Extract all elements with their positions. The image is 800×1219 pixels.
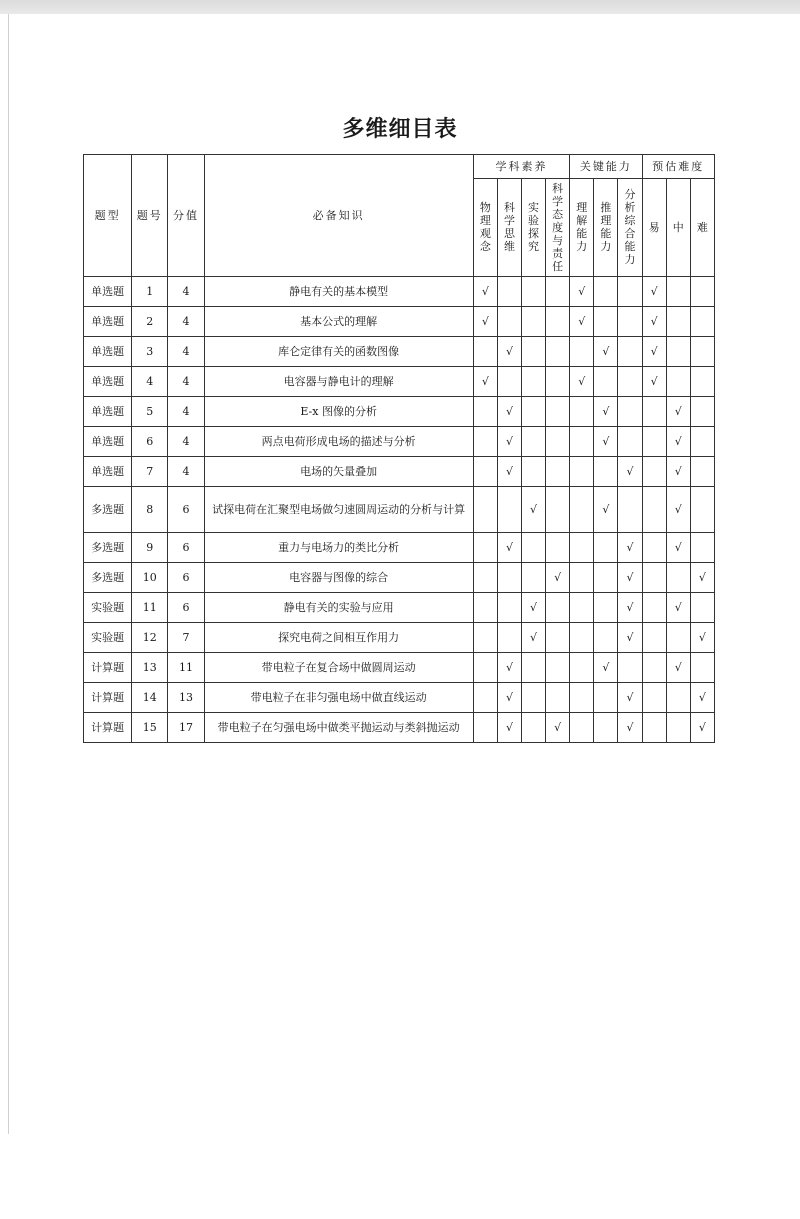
- check-cell: [497, 593, 521, 623]
- check-cell: [642, 457, 666, 487]
- question-number-cell: 14: [132, 683, 168, 713]
- check-cell: [546, 683, 570, 713]
- check-cell: √: [690, 683, 714, 713]
- header-literacy-3: 科学态度与责任: [546, 179, 570, 277]
- check-cell: [570, 563, 594, 593]
- check-cell: √: [497, 457, 521, 487]
- question-type-cell: 单选题: [84, 307, 132, 337]
- check-cell: √: [546, 713, 570, 743]
- question-number-cell: 11: [132, 593, 168, 623]
- header-literacy-0: 物理观念: [473, 179, 497, 277]
- table-row: [84, 713, 715, 743]
- check-cell: [618, 307, 642, 337]
- check-cell: [546, 653, 570, 683]
- header-group-ability: 关键能力: [570, 155, 642, 179]
- check-cell: [618, 487, 642, 533]
- check-cell: [690, 367, 714, 397]
- check-cell: [522, 457, 546, 487]
- question-type-cell: 实验题: [84, 593, 132, 623]
- knowledge-cell: 基本公式的理解: [204, 307, 473, 337]
- check-cell: √: [473, 367, 497, 397]
- header-group-literacy: 学科素养: [473, 155, 569, 179]
- score-cell: 11: [168, 653, 204, 683]
- check-cell: √: [666, 653, 690, 683]
- check-cell: [642, 683, 666, 713]
- check-cell: √: [594, 653, 618, 683]
- check-cell: [642, 653, 666, 683]
- check-cell: [642, 623, 666, 653]
- score-cell: 7: [168, 623, 204, 653]
- check-cell: [690, 533, 714, 563]
- score-cell: 13: [168, 683, 204, 713]
- check-cell: [594, 307, 618, 337]
- check-cell: [690, 337, 714, 367]
- check-cell: [570, 713, 594, 743]
- question-type-cell: 多选题: [84, 487, 132, 533]
- check-cell: √: [666, 487, 690, 533]
- check-cell: [642, 427, 666, 457]
- check-cell: [473, 337, 497, 367]
- check-cell: [546, 623, 570, 653]
- table-row: [84, 623, 715, 653]
- question-type-cell: 计算题: [84, 683, 132, 713]
- check-cell: [522, 397, 546, 427]
- check-cell: [570, 397, 594, 427]
- question-number-cell: 6: [132, 427, 168, 457]
- check-cell: [570, 487, 594, 533]
- check-cell: [666, 337, 690, 367]
- score-cell: 4: [168, 457, 204, 487]
- question-number-cell: 7: [132, 457, 168, 487]
- check-cell: [594, 683, 618, 713]
- question-number-cell: 8: [132, 487, 168, 533]
- check-cell: [570, 337, 594, 367]
- check-cell: [618, 277, 642, 307]
- check-cell: [642, 593, 666, 623]
- table-row: [84, 563, 715, 593]
- check-cell: [546, 427, 570, 457]
- table-row: [84, 593, 715, 623]
- question-type-cell: 单选题: [84, 337, 132, 367]
- check-cell: √: [473, 277, 497, 307]
- question-number-cell: 3: [132, 337, 168, 367]
- check-cell: √: [497, 337, 521, 367]
- score-cell: 4: [168, 277, 204, 307]
- table-row: [84, 307, 715, 337]
- header-type: 题型: [84, 155, 132, 277]
- table-row: [84, 653, 715, 683]
- table-row: [84, 683, 715, 713]
- check-cell: [594, 533, 618, 563]
- check-cell: √: [618, 713, 642, 743]
- check-cell: [473, 397, 497, 427]
- check-cell: [690, 653, 714, 683]
- check-cell: [522, 307, 546, 337]
- check-cell: [546, 593, 570, 623]
- check-cell: [594, 367, 618, 397]
- question-type-cell: 单选题: [84, 277, 132, 307]
- knowledge-cell: 电容器与静电计的理解: [204, 367, 473, 397]
- check-cell: [570, 533, 594, 563]
- knowledge-cell: 电场的矢量叠加: [204, 457, 473, 487]
- check-cell: [594, 713, 618, 743]
- score-cell: 6: [168, 487, 204, 533]
- check-cell: √: [497, 533, 521, 563]
- check-cell: [473, 623, 497, 653]
- header-score: 分值: [168, 155, 204, 277]
- check-cell: [666, 623, 690, 653]
- knowledge-cell: 静电有关的实验与应用: [204, 593, 473, 623]
- page-edge: [8, 14, 9, 1134]
- check-cell: [497, 623, 521, 653]
- check-cell: √: [497, 683, 521, 713]
- check-cell: [546, 307, 570, 337]
- header-group-difficulty: 预估难度: [642, 155, 714, 179]
- check-cell: [473, 653, 497, 683]
- check-cell: [546, 337, 570, 367]
- check-cell: √: [522, 623, 546, 653]
- check-cell: [570, 623, 594, 653]
- header-difficulty-2: 难: [690, 179, 714, 277]
- check-cell: [546, 487, 570, 533]
- check-cell: √: [618, 683, 642, 713]
- check-cell: [497, 563, 521, 593]
- table-row: [84, 367, 715, 397]
- check-cell: √: [497, 713, 521, 743]
- question-number-cell: 2: [132, 307, 168, 337]
- check-cell: √: [594, 487, 618, 533]
- check-cell: √: [570, 307, 594, 337]
- check-cell: [594, 457, 618, 487]
- check-cell: [594, 593, 618, 623]
- score-cell: 6: [168, 563, 204, 593]
- check-cell: √: [618, 623, 642, 653]
- check-cell: [546, 457, 570, 487]
- check-cell: [522, 713, 546, 743]
- question-type-cell: 单选题: [84, 367, 132, 397]
- check-cell: [690, 457, 714, 487]
- knowledge-cell: 库仑定律有关的函数图像: [204, 337, 473, 367]
- check-cell: √: [666, 593, 690, 623]
- check-cell: √: [666, 533, 690, 563]
- table-body: [84, 277, 715, 743]
- check-cell: [497, 367, 521, 397]
- check-cell: [570, 653, 594, 683]
- check-cell: √: [570, 367, 594, 397]
- question-number-cell: 1: [132, 277, 168, 307]
- check-cell: √: [473, 307, 497, 337]
- knowledge-cell: 两点电荷形成电场的描述与分析: [204, 427, 473, 457]
- check-cell: √: [618, 533, 642, 563]
- check-cell: [473, 683, 497, 713]
- question-number-cell: 15: [132, 713, 168, 743]
- header-literacy-2: 实验探究: [522, 179, 546, 277]
- question-type-cell: 计算题: [84, 713, 132, 743]
- check-cell: [594, 277, 618, 307]
- table-row: [84, 487, 715, 533]
- score-cell: 4: [168, 367, 204, 397]
- knowledge-cell: 带电粒子在匀强电场中做类平抛运动与类斜抛运动: [204, 713, 473, 743]
- check-cell: √: [522, 487, 546, 533]
- check-cell: √: [522, 593, 546, 623]
- check-cell: [473, 563, 497, 593]
- check-cell: [570, 593, 594, 623]
- check-cell: [522, 337, 546, 367]
- check-cell: [618, 427, 642, 457]
- check-cell: [546, 277, 570, 307]
- check-cell: √: [642, 307, 666, 337]
- question-type-cell: 单选题: [84, 397, 132, 427]
- check-cell: [690, 593, 714, 623]
- check-cell: [690, 277, 714, 307]
- check-cell: [522, 367, 546, 397]
- check-cell: [473, 713, 497, 743]
- check-cell: √: [642, 337, 666, 367]
- question-number-cell: 10: [132, 563, 168, 593]
- check-cell: √: [594, 337, 618, 367]
- knowledge-cell: 带电粒子在复合场中做圆周运动: [204, 653, 473, 683]
- check-cell: [666, 367, 690, 397]
- check-cell: √: [497, 397, 521, 427]
- score-cell: 6: [168, 593, 204, 623]
- table-row: [84, 397, 715, 427]
- header-ability-2: 分析综合能力: [618, 179, 642, 277]
- check-cell: [522, 683, 546, 713]
- check-cell: [473, 487, 497, 533]
- table-row: [84, 337, 715, 367]
- knowledge-cell: 探究电荷之间相互作用力: [204, 623, 473, 653]
- check-cell: [642, 563, 666, 593]
- check-cell: √: [570, 277, 594, 307]
- check-cell: [473, 593, 497, 623]
- check-cell: √: [618, 563, 642, 593]
- knowledge-cell: 试探电荷在汇聚型电场做匀速圆周运动的分析与计算: [204, 487, 473, 533]
- check-cell: [666, 713, 690, 743]
- header-number: 题号: [132, 155, 168, 277]
- check-cell: √: [618, 457, 642, 487]
- question-type-cell: 单选题: [84, 457, 132, 487]
- check-cell: [666, 563, 690, 593]
- check-cell: [690, 307, 714, 337]
- check-cell: [546, 367, 570, 397]
- check-cell: [546, 533, 570, 563]
- check-cell: √: [642, 277, 666, 307]
- check-cell: √: [666, 397, 690, 427]
- check-cell: √: [690, 563, 714, 593]
- check-cell: [666, 277, 690, 307]
- header-ability-1: 推理能力: [594, 179, 618, 277]
- check-cell: [570, 427, 594, 457]
- check-cell: [642, 397, 666, 427]
- question-type-cell: 多选题: [84, 563, 132, 593]
- check-cell: √: [594, 397, 618, 427]
- check-cell: √: [642, 367, 666, 397]
- score-cell: 4: [168, 337, 204, 367]
- check-cell: [546, 397, 570, 427]
- check-cell: √: [546, 563, 570, 593]
- detail-table: [83, 154, 715, 743]
- question-number-cell: 9: [132, 533, 168, 563]
- check-cell: √: [666, 427, 690, 457]
- score-cell: 4: [168, 307, 204, 337]
- table-row: [84, 533, 715, 563]
- check-cell: √: [690, 623, 714, 653]
- check-cell: √: [690, 713, 714, 743]
- knowledge-cell: 重力与电场力的类比分析: [204, 533, 473, 563]
- knowledge-cell: 静电有关的基本模型: [204, 277, 473, 307]
- check-cell: [642, 713, 666, 743]
- check-cell: √: [497, 653, 521, 683]
- check-cell: √: [666, 457, 690, 487]
- check-cell: √: [618, 593, 642, 623]
- check-cell: [473, 533, 497, 563]
- knowledge-cell: E-x 图像的分析: [204, 397, 473, 427]
- check-cell: [690, 397, 714, 427]
- score-cell: 6: [168, 533, 204, 563]
- question-type-cell: 实验题: [84, 623, 132, 653]
- question-number-cell: 12: [132, 623, 168, 653]
- check-cell: [497, 277, 521, 307]
- score-cell: 4: [168, 397, 204, 427]
- knowledge-cell: 电容器与图像的综合: [204, 563, 473, 593]
- check-cell: [618, 367, 642, 397]
- check-cell: [522, 653, 546, 683]
- check-cell: [618, 397, 642, 427]
- header-difficulty-1: 中: [666, 179, 690, 277]
- check-cell: [618, 653, 642, 683]
- check-cell: [522, 563, 546, 593]
- question-number-cell: 13: [132, 653, 168, 683]
- check-cell: [594, 623, 618, 653]
- question-number-cell: 4: [132, 367, 168, 397]
- check-cell: [497, 487, 521, 533]
- check-cell: [522, 277, 546, 307]
- check-cell: [690, 427, 714, 457]
- knowledge-cell: 带电粒子在非匀强电场中做直线运动: [204, 683, 473, 713]
- question-type-cell: 计算题: [84, 653, 132, 683]
- check-cell: [666, 683, 690, 713]
- check-cell: [473, 457, 497, 487]
- top-bar: [0, 0, 800, 14]
- check-cell: √: [594, 427, 618, 457]
- table-row: [84, 457, 715, 487]
- score-cell: 4: [168, 427, 204, 457]
- score-cell: 17: [168, 713, 204, 743]
- check-cell: [570, 457, 594, 487]
- check-cell: [522, 427, 546, 457]
- header-literacy-1: 科学思维: [497, 179, 521, 277]
- check-cell: [642, 533, 666, 563]
- check-cell: [618, 337, 642, 367]
- header-difficulty-0: 易: [642, 179, 666, 277]
- header-knowledge: 必备知识: [204, 155, 473, 277]
- check-cell: [473, 427, 497, 457]
- check-cell: [522, 533, 546, 563]
- check-cell: √: [497, 427, 521, 457]
- question-type-cell: 多选题: [84, 533, 132, 563]
- check-cell: [497, 307, 521, 337]
- question-number-cell: 5: [132, 397, 168, 427]
- table-row: [84, 277, 715, 307]
- header-ability-0: 理解能力: [570, 179, 594, 277]
- check-cell: [690, 487, 714, 533]
- table-row: [84, 427, 715, 457]
- check-cell: [642, 487, 666, 533]
- question-type-cell: 单选题: [84, 427, 132, 457]
- page-title: 多维细目表: [342, 117, 458, 142]
- check-cell: [666, 307, 690, 337]
- check-cell: [570, 683, 594, 713]
- check-cell: [594, 563, 618, 593]
